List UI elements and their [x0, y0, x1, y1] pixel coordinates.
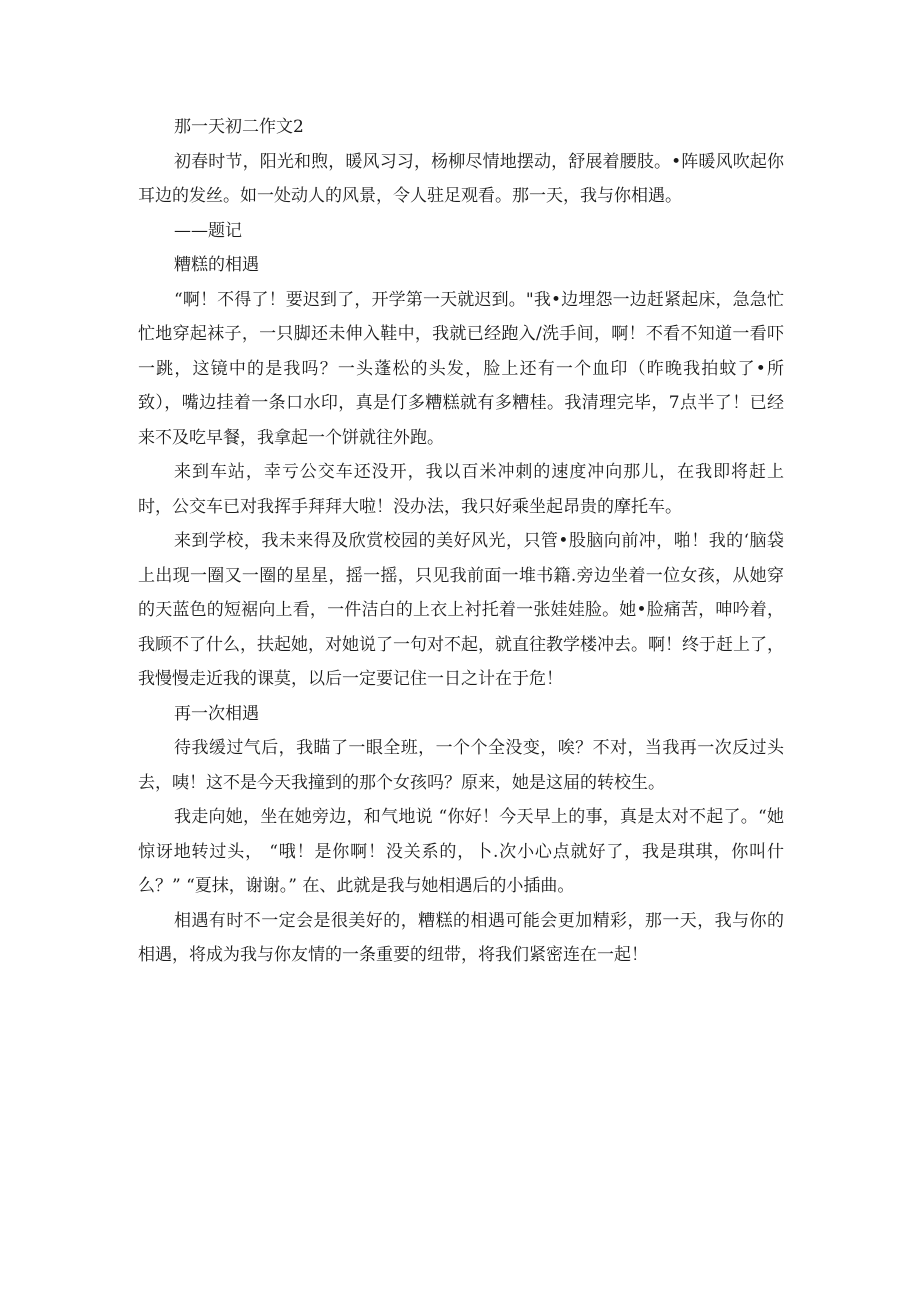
paragraph-collision: 来到学校，我未来得及欣赏校园的美好风光，只管•股脑向前冲，啪！我的‘脑袋上出现一圈又一圈的星星，摇一摇，只见我前面一堆书籍.旁边坐着一位女孩，从她穿的天蓝色的短裾向上看，一件洁白的上衣上衬托着一张娃娃脸。她•脸痛苦，呻吟着，我顾不了什么，扶起她，对她说了一句对不起，就直往教学楼冲去。啊！终于赶上了，我慢慢走近我的课莫，以后一定要记住一日之计在于危！ — [138, 531, 784, 689]
section-heading-bad-meeting: 糟糕的相遇 — [174, 255, 259, 275]
document-title: 那一天初二作文2 — [174, 117, 304, 137]
paragraph-intro: 初春时节，阳光和煦，暖风习习，杨柳尽情地摆动，舒展着腰肢。•阵暖风吹起你耳边的发丝。如一处动人的风景，令人驻足观看。那一天，我与你相遇。 — [138, 151, 784, 206]
document-body — [138, 110, 784, 973]
paragraph-classroom: 待我缓过气后，我瞄了一眼全班，一个个全没变，唉？不对，当我再一次反过头去，咦！这不是今天我撞到的那个女孩吗？原来，她是这届的转校生。 — [138, 738, 784, 793]
epigraph-note: ——题记 — [174, 220, 242, 241]
paragraph-late-morning: “啊！不得了！要迟到了，开学第一天就迟到。"我•边埋怨一边赶紧起床，急急忙忙地穿起袜子，一只脚还未伸入鞋中，我就已经跑入/洗手间，啊！不看不知道一看吓一跳，这镜中的是我吗？一头蓬松的头发，脸上还有一个血印（昨晚我拍蚊了•所致），嘴边挂着一条口水印，真是仃多糟糕就有多糟桂。我清理完毕，7点半了！已经来不及吃早餐，我拿起一个饼就往外跑。 — [138, 289, 784, 448]
section-heading-meet-again: 再一次相遇 — [174, 703, 259, 724]
paragraph-conclusion: 相遇有时不一定会是很美好的，糟糕的相遇可能会更加精彩，那一天，我与你的相遇，将成为我与你友情的一条重要的纽带，将我们紧密连在一起！ — [138, 910, 784, 965]
paragraph-bus-station: 来到车站，幸亏公交车还没开，我以百米冲刺的速度冲向那儿，在我即将赶上时，公交车已对我挥手拜拜大啦！没办法，我只好乘坐起昂贵的摩托车。 — [138, 462, 784, 517]
paragraph-conversation: 我走向她，坐在她旁边，和气地说 “你好！今天早上的事，真是太对不起了。“她惊讶地转过头， “哦！是你啊！没关系的，卜.次小心点就好了，我是琪琪，你叫什么？” “夏抹，谢谢。” 在、此就是我与她相遇后的小插曲。 — [138, 807, 784, 896]
